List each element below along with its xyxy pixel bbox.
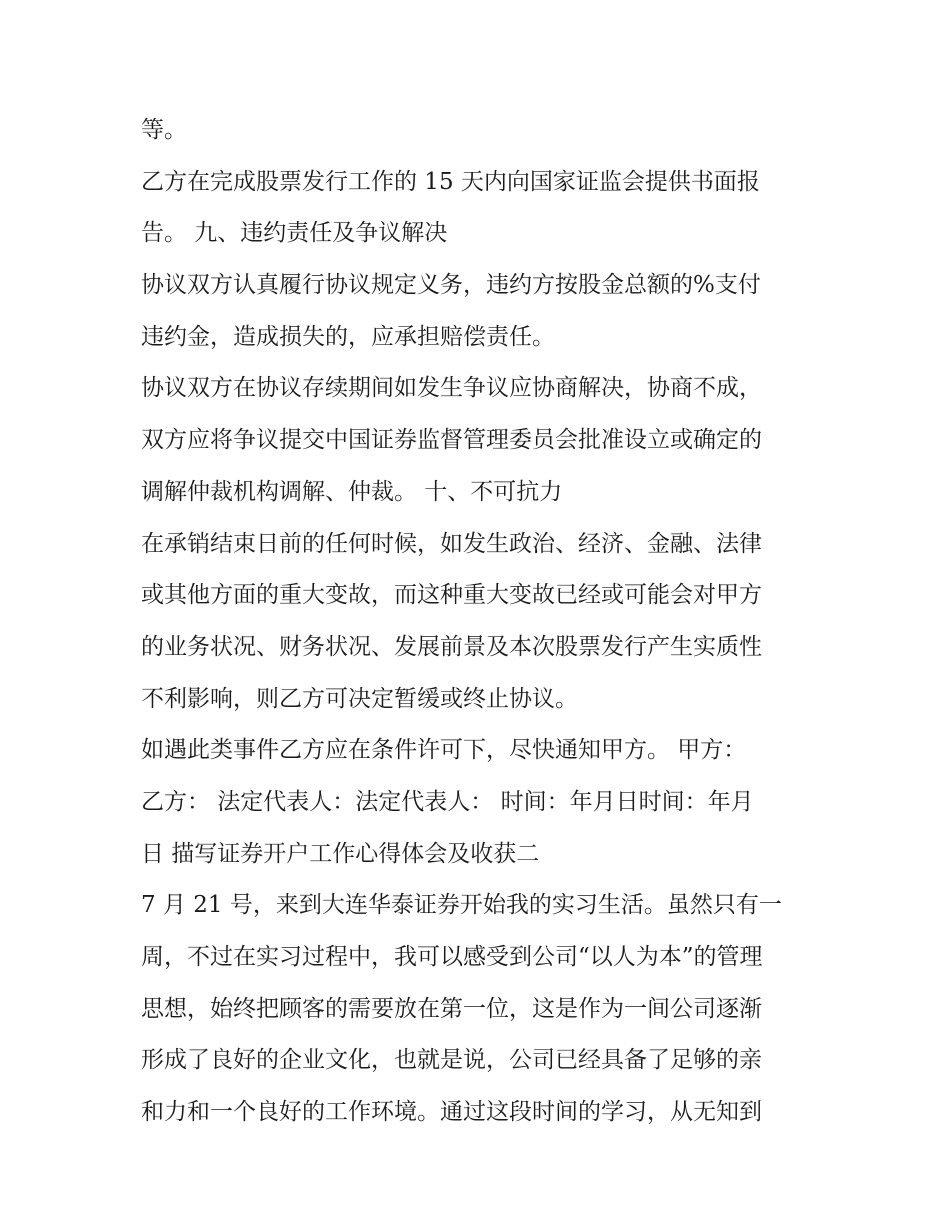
text-line: 如遇此类事件乙方应在条件许可下，尽快通知甲方。 甲方： (141, 737, 747, 764)
text-line: 违约金，造成损失的，应承担赔偿责任。 (141, 323, 555, 350)
text-line: 的业务状况、财务状况、发展前景及本次股票发行产生实质性 (141, 633, 762, 660)
text-line: 等。 (141, 117, 187, 143)
text-line: 双方应将争议提交中国证券监督管理委员会批准设立或确定的 (141, 427, 762, 454)
text-line: 协议双方认真履行协议规定义务，违约方按股金总额的%支付 (141, 272, 761, 299)
text-line: 和力和一个良好的工作环境。通过这段时间的学习，从无知到 (141, 1099, 762, 1126)
text-line: 协议双方在协议存续期间如发生争议应协商解决，协商不成， (141, 375, 762, 402)
text-line: 7 月 21 号，来到大连华泰证券开始我的实习生活。虽然只有一 (141, 892, 782, 919)
text-line: 日 描写证券开户工作心得体会及收获二 (141, 840, 540, 867)
text-line: 思想，始终把顾客的需要放在第一位，这是作为一间公司逐渐 (141, 995, 762, 1022)
text-line: 调解仲裁机构调解、仲裁。 十、不可抗力 (141, 478, 563, 505)
text-line: 在承销结束日前的任何时候，如发生政治、经济、金融、法律 (141, 530, 762, 557)
text-line: 周，不过在实习过程中，我可以感受到公司“以人为本”的管理 (141, 944, 763, 970)
text-line: 告。 九、违约责任及争议解决 (141, 220, 448, 247)
text-line: 乙方： 法定代表人：法定代表人： 时间：年月日时间：年月 (141, 788, 754, 815)
document-body (141, 105, 821, 1139)
text-line: 形成了良好的企业文化，也就是说，公司已经具备了足够的亲 (141, 1047, 762, 1074)
text-line: 不利影响，则乙方可决定暂缓或终止协议。 (141, 685, 578, 712)
text-line: 乙方在完成股票发行工作的 15 天内向国家证监会提供书面报 (141, 168, 760, 195)
text-line: 或其他方面的重大变故，而这种重大变故已经或可能会对甲方 (141, 582, 762, 609)
